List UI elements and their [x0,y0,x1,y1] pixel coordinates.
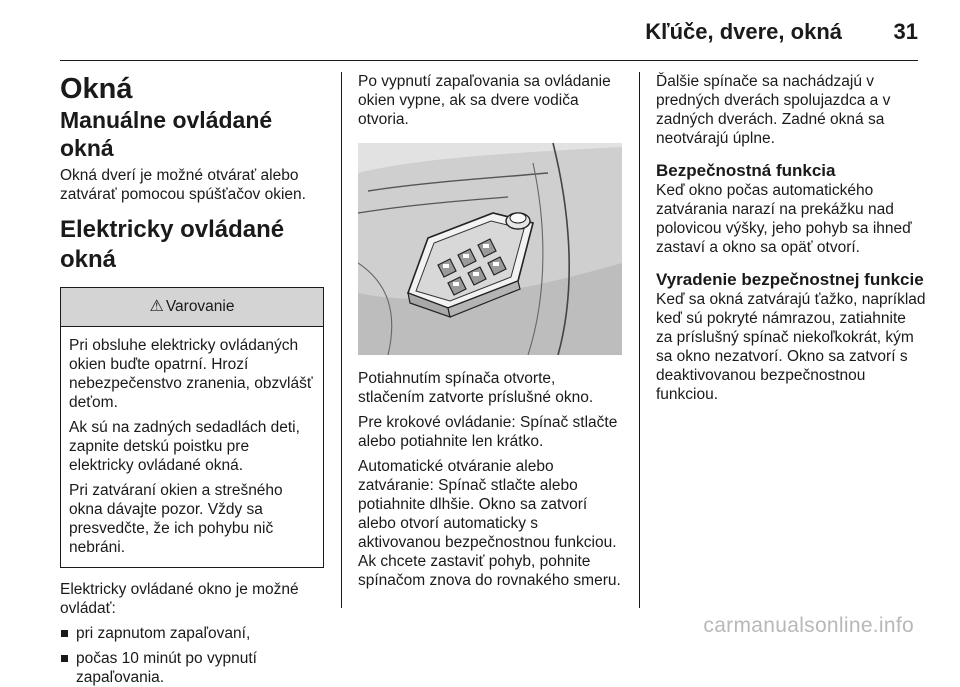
warning-paragraph: Ak sú na zadných sedadlách deti, zapnite detskú poistku pre elektricky ovládané okná. [69,419,300,474]
section-title: Kľúče, dvere, okná [645,19,842,44]
warning-header [61,288,323,327]
manual-windows-text: Okná dverí je možné otvárať alebo zatvárať pomocou spúšťačov okien. [60,167,306,203]
page-number: 31 [893,19,918,44]
body-paragraph: Automatické otváranie alebo zatváranie: Spínač stlačte alebo potiahnite dlhšie. Okno sa zatvorí alebo otvorí automaticky s aktivovanou bezpečnostnou funkciou. Ak chcete zastaviť pohyb, pohnite spínačom znova do rovnakého smeru. [358,458,621,589]
intro-text: Ďalšie spínače sa nachádzajú v predných dverách spolujazdca a v zadných dverách. Zadné okná sa neotvárajú úplne. [656,73,891,147]
column-2 [358,72,624,590]
warning-paragraph: Pri obsluhe elektricky ovládaných okien buďte opatrní. Hrozí nebezpečenstvo zranenia, obzvlášť deťom. [69,337,313,411]
header-rule [60,60,918,61]
safety-function-text: Keď okno počas automatického zatvárania narazí na prekážku nad polovicou výšky, jeho pohyb sa ihneď zastaví a okno sa opäť otvorí. [656,182,912,256]
watermark: carmanualsonline.info [703,614,914,637]
warning-paragraph: Pri zatváraní okien a strešného okna dávajte pozor. Vždy sa presvedčte, že ich pohybu nič nebráni. [69,482,283,556]
warning-triangle-icon: ⚠ [149,298,164,315]
list-item: pri zapnutom zapaľovaní, [60,624,324,643]
body-paragraph: Potiahnutím spínača otvorte, stlačením zatvorte príslušné okno. [358,370,594,406]
disable-safety-text: Keď sa okná zatvárajú ťažko, napríklad keď sú pokryté námrazou, zatiahnite za príslušný spínač niekoľkokrát, kým sa okno nezatvorí. Okno sa zatvorí s deaktivovanou bezpečnostnou funkciou. [656,291,926,403]
intro-text: Po vypnutí zapaľovania sa ovládanie okien vypne, ak sa dvere vodiča otvoria. [358,73,611,128]
column-divider [341,72,342,608]
electric-windows-heading: Elektricky ovládané okná [60,216,285,273]
safety-function-heading: Bezpečnostná funkcia [656,161,836,180]
page-header [0,0,960,62]
door-window-switch-panel-illustration [358,143,622,355]
operation-text: Elektricky ovládané okno je možné ovládať: [60,581,299,617]
warning-box [60,287,324,568]
page-title: Okná [60,73,133,105]
operation-conditions-list [60,624,324,687]
list-item: počas 10 minút po vypnutí zapaľovania. [60,649,324,687]
warning-body [61,327,323,567]
warning-label: Varovanie [165,298,235,315]
body-paragraph: Pre krokové ovládanie: Spínač stlačte alebo potiahnite len krátko. [358,414,618,450]
manual-windows-heading: Manuálne ovládané okná [60,107,273,161]
column-1 [60,72,324,687]
column-3 [656,72,926,404]
disable-safety-heading: Vyradenie bezpečnostnej funkcie [656,270,924,289]
column-divider [639,72,640,608]
